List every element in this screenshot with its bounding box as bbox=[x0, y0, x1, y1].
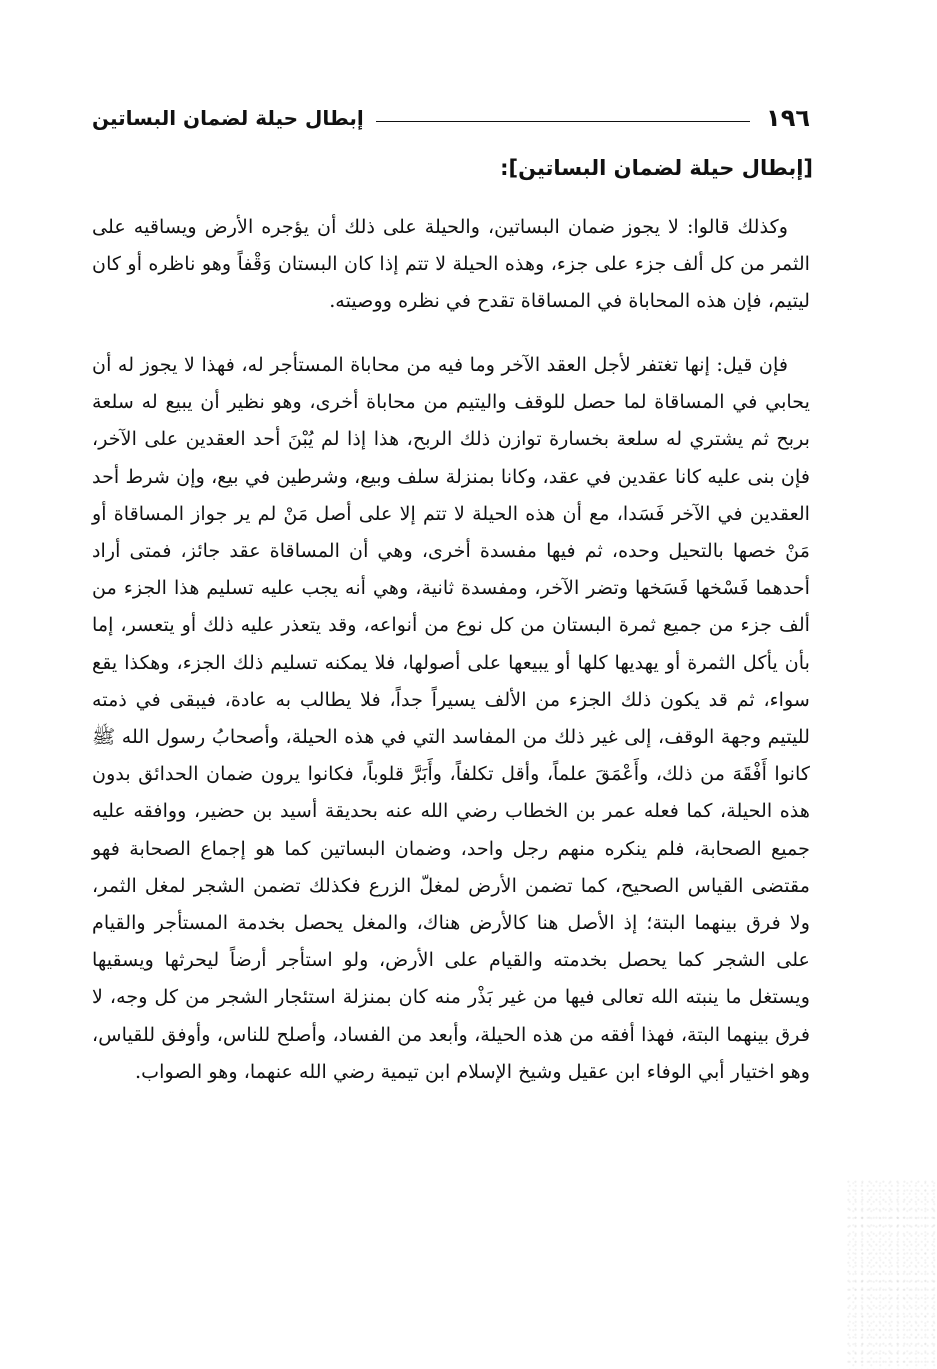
section-heading: [إبطال حيلة لضمان البساتين]: bbox=[500, 156, 813, 180]
running-title: إبطال حيلة لضمان البساتين bbox=[92, 106, 364, 130]
paragraph-2: فإن قيل: إنها تغتفر لأجل العقد الآخر وما فيه من محاباة المستأجر له، فهذا لا يجوز له أن يحابي في المساقاة لما حصل للوقف واليتيم من محاباة أخرى، وهو نظير أن يبيع له سلعة بربح ثم يشتري له سلعة بخسارة توازن ذلك الربح، هذا إذا لم يُبْنَ أحد العقدين على الآخر، فإن بنى عليه كانا عقدين في عقد، وكانا بمنزلة سلف وبيع، وشرطين في بيع، وإن شرط أحد العقدين في الآخر فَسَدا، مع أن هذه الحيلة لا تتم إلا على أصل مَنْ لم ير جواز المساقاة أو مَنْ خصها بالتحيل وحده، ثم فيها مفسدة أخرى، وهي أن المساقاة عقد جائز، فمتى أراد أحدهما فَسْخها فَسَخها وتضر الآخر، ومفسدة ثانية، وهي أنه يجب عليه تسليم هذا الجزء من ألف جزء من جميع ثمرة البستان من كل نوع من أنواعه، وقد يتعذر عليه ذلك أو يتعسر، إما بأن يأكل الثمرة أو يهديها كلها أو يبيعها على أصولها، فلا يمكنه تسليم ذلك الجزء، وهكذا يقع سواء، ثم قد يكون ذلك الجزء من الألف يسيراً جداً، فلا يطالب به عادة، فيبقى في ذمته لليتيم وجهة الوقف، إلى غير ذلك من المفاسد التي في هذه الحيلة، وأصحابُ رسول الله ﷺ كانوا أَفْقَهَ من ذلك، وأَعْمَقَ علماً، وأقل تكلفاً، وأَبَرَّ قلوباً، فكانوا يرون ضمان الحدائق بدون هذه الحيلة، كما فعله عمر بن الخطاب رضي الله عنه بحديقة أسيد بن حضير، ووافقه عليه جميع الصحابة، فلم ينكره منهم رجل واحد، وضمان البساتين كما هو إجماع الصحابة فهو مقتضى القياس الصحيح، كما تضمن الأرض لمغلّ الزرع فكذلك تضمن الشجر لمغل الثمر، ولا فرق بينهما البتة؛ إذ الأصل هنا كالأرض هناك، والمغل يحصل بخدمة المستأجر والقيام على الشجر كما يحصل بخدمته والقيام على الأرض، ولو استأجر أرضاً ليحرثها ويسقيها ويستغل ما ينبته الله تعالى فيها من غير بَذْر منه كان بمنزلة استئجار الشجر من كل وجه، لا فرق بينهما البتة، فهذا أفقه من هذه الحيلة، وأبعد من الفساد، وأصلح للناس، وأوفق للقياس، وهو اختيار أبي الوفاء ابن عقيل وشيخ الإسلام ابن تيمية رضي الله عنهما، وهو الصواب. bbox=[92, 353, 810, 1083]
page-number: ١٩٦ bbox=[766, 104, 810, 132]
paragraph-1: وكذلك قالوا: لا يجوز ضمان البساتين، والحيلة على ذلك أن يؤجره الأرض ويساقيه على الثمر من كل ألف جزء على جزء، وهذه الحيلة لا تتم إذا كان البستان وَقْفاً وهو ناظره أو كان ليتيم، فإن هذه المحاباة في المساقاة تقدح في نظره ووصيته. bbox=[92, 215, 810, 313]
running-header bbox=[92, 98, 810, 138]
scan-noise-decoration bbox=[847, 1179, 937, 1369]
header-rule bbox=[376, 121, 750, 122]
